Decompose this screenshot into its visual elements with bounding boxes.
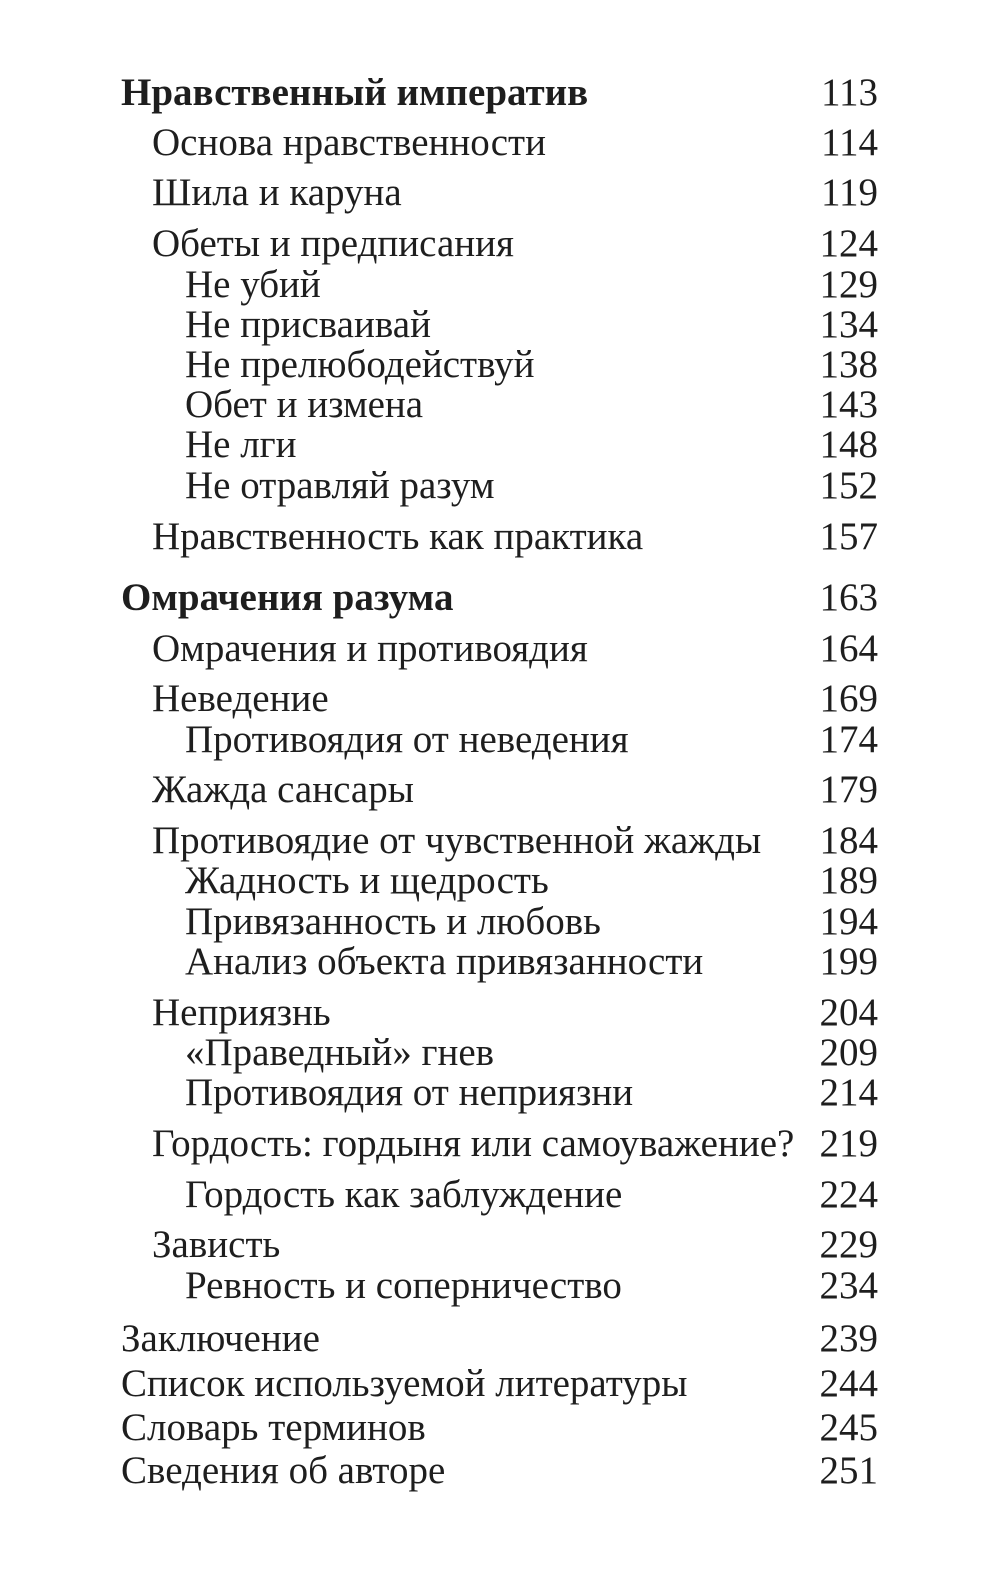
toc-entry-title: «Праведный» гнев [185, 1031, 495, 1074]
toc-entry-page: 224 [819, 1173, 878, 1216]
toc-entry-page: 163 [819, 576, 878, 619]
toc-entry [0, 626, 1000, 672]
toc-entry [0, 463, 1000, 509]
toc-entry [0, 1448, 1000, 1494]
toc-entry-title: Гордость: гордыня или самоуважение? [152, 1122, 795, 1165]
toc-entry-title: Привязанность и любовь [185, 900, 601, 943]
toc-entry-page: 179 [819, 768, 878, 811]
toc-entry-page: 174 [819, 718, 878, 761]
toc-entry-page: 143 [819, 383, 878, 426]
toc-entry-page: 189 [819, 859, 878, 902]
toc-entry-page: 124 [819, 222, 878, 265]
toc-entry-title: Не убий [185, 263, 321, 306]
toc-entry-title: Жажда сансары [152, 768, 414, 811]
toc-entry [0, 1405, 1000, 1451]
toc-entry-title: Противоядия от неведения [185, 718, 629, 761]
toc-entry [0, 939, 1000, 985]
toc-entry-title: Не лги [185, 423, 297, 466]
toc-entry-title: Омрачения разума [121, 576, 454, 619]
toc-entry-page: 229 [819, 1223, 878, 1266]
toc-entry-page: 169 [819, 677, 878, 720]
toc-entry-title: Список используемой литературы [121, 1362, 688, 1405]
toc-entry-page: 214 [819, 1071, 878, 1114]
toc-entry [0, 1316, 1000, 1362]
toc-entry-page: 244 [819, 1362, 878, 1405]
toc-entry-title: Сведения об авторе [121, 1449, 446, 1492]
toc-entry-page: 134 [819, 303, 878, 346]
toc-entry [0, 1263, 1000, 1309]
toc-entry-title: Жадность и щедрость [185, 859, 549, 902]
toc-entry-title: Словарь терминов [121, 1406, 426, 1449]
toc-entry-title: Неведение [152, 677, 329, 720]
toc-entry [0, 1361, 1000, 1407]
toc-entry-page: 234 [819, 1264, 878, 1307]
toc-entry [0, 1172, 1000, 1218]
toc-section-heading [0, 575, 1000, 621]
toc-entry-title: Нравственность как практика [152, 515, 644, 558]
toc-entry-title: Неприязнь [152, 991, 331, 1034]
toc-entry-page: 152 [819, 464, 878, 507]
toc-entry [0, 422, 1000, 468]
toc-entry-page: 148 [819, 423, 878, 466]
toc-entry-page: 199 [819, 940, 878, 983]
toc-entry-title: Обет и измена [185, 383, 424, 426]
toc-entry-page: 245 [819, 1406, 878, 1449]
toc-entry-title: Не отравляй разум [185, 464, 495, 507]
toc-entry-title: Нравственный императив [121, 71, 589, 114]
toc-entry-title: Не присваивай [185, 303, 431, 346]
toc-entry-page: 184 [819, 819, 878, 862]
toc-entry-title: Не прелюбодействуй [185, 343, 535, 386]
toc-entry-page: 119 [820, 171, 878, 214]
toc-entry-title: Противоядие от чувственной жажды [152, 819, 762, 862]
toc-entry-page: 209 [819, 1031, 878, 1074]
toc-entry-title: Шила и каруна [152, 171, 402, 214]
toc-entry [0, 717, 1000, 763]
toc-entry-title: Противоядия от неприязни [185, 1071, 634, 1114]
toc-entry-page: 113 [820, 71, 878, 114]
toc-entry-title: Ревность и соперничество [185, 1264, 622, 1307]
toc-entry-page: 251 [819, 1449, 878, 1492]
toc-entry-page: 114 [820, 121, 878, 164]
toc-entry [0, 120, 1000, 166]
toc-entry [0, 1070, 1000, 1116]
toc-entry-page: 204 [819, 991, 878, 1034]
toc-entry [0, 1121, 1000, 1167]
toc-entry-title: Омрачения и противоядия [152, 627, 588, 670]
toc-entry [0, 676, 1000, 722]
toc-entry-title: Анализ объекта привязанности [185, 940, 704, 983]
toc-entry-page: 157 [819, 515, 878, 558]
toc-entry [0, 170, 1000, 216]
toc-entry-page: 129 [819, 263, 878, 306]
toc-entry [0, 1222, 1000, 1268]
toc-entry-title: Заключение [121, 1317, 320, 1360]
toc-entry [0, 858, 1000, 904]
toc-entry-page: 138 [819, 343, 878, 386]
toc-entry-page: 194 [819, 900, 878, 943]
toc-entry-title: Основа нравственности [152, 121, 546, 164]
toc-entry [0, 514, 1000, 560]
toc-section-heading [0, 70, 1000, 116]
toc-entry [0, 221, 1000, 267]
toc-entry-title: Обеты и предписания [152, 222, 514, 265]
toc-entry-page: 239 [819, 1317, 878, 1360]
toc-entry-title: Зависть [152, 1223, 281, 1266]
toc-entry-page: 219 [819, 1122, 878, 1165]
toc-entry-page: 164 [819, 627, 878, 670]
toc-entry [0, 767, 1000, 813]
toc-entry-title: Гордость как заблуждение [185, 1173, 623, 1216]
